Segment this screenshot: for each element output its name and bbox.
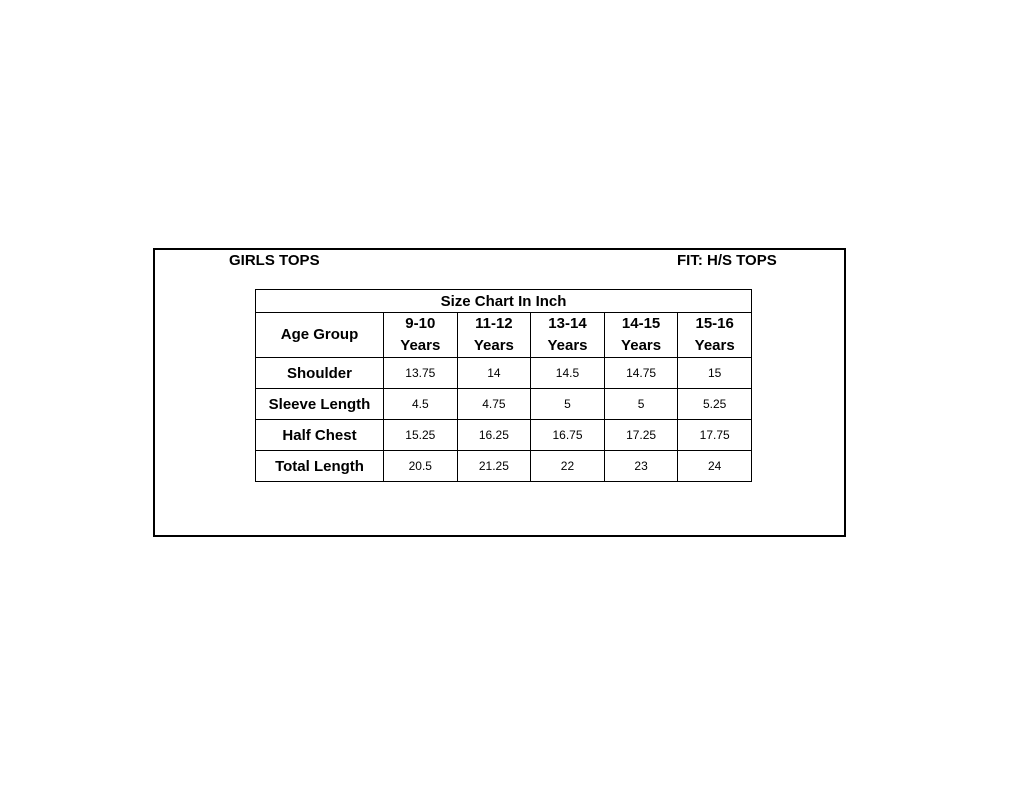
table-cell: 20.5 [384,451,458,482]
size-chart-table [255,289,752,482]
table-cell: 5.25 [678,389,752,420]
table-cell: 14.5 [531,358,605,389]
table-cell: 15 [678,358,752,389]
table-cell: 5 [604,389,678,420]
column-header: 15-16 Years [678,313,752,358]
row-label: Sleeve Length [256,389,384,420]
row-label: Total Length [256,451,384,482]
table-cell: 4.5 [384,389,458,420]
table-cell: 5 [531,389,605,420]
table-cell: 16.25 [457,420,531,451]
column-header: 13-14 Years [531,313,605,358]
table-cell: 17.25 [604,420,678,451]
table-cell: 16.75 [531,420,605,451]
table-cell: 23 [604,451,678,482]
table-cell: 4.75 [457,389,531,420]
table-cell: 24 [678,451,752,482]
table-cell: 14 [457,358,531,389]
product-title: GIRLS TOPS [229,252,320,269]
table-caption: Size Chart In Inch [256,290,752,313]
table-row [256,358,752,389]
column-header: 9-10 Years [384,313,458,358]
corner-header: Age Group [256,313,384,358]
table-cell: 21.25 [457,451,531,482]
row-label: Shoulder [256,358,384,389]
fit-label: FIT: H/S TOPS [677,252,777,269]
table-cell: 17.75 [678,420,752,451]
table-header-row [256,313,752,358]
table-cell: 22 [531,451,605,482]
table-row [256,420,752,451]
column-header: 11-12 Years [457,313,531,358]
table-row [256,451,752,482]
table-cell: 14.75 [604,358,678,389]
row-label: Half Chest [256,420,384,451]
size-chart-frame [153,248,846,537]
column-header: 14-15 Years [604,313,678,358]
table-row [256,389,752,420]
table-cell: 15.25 [384,420,458,451]
table-cell: 13.75 [384,358,458,389]
